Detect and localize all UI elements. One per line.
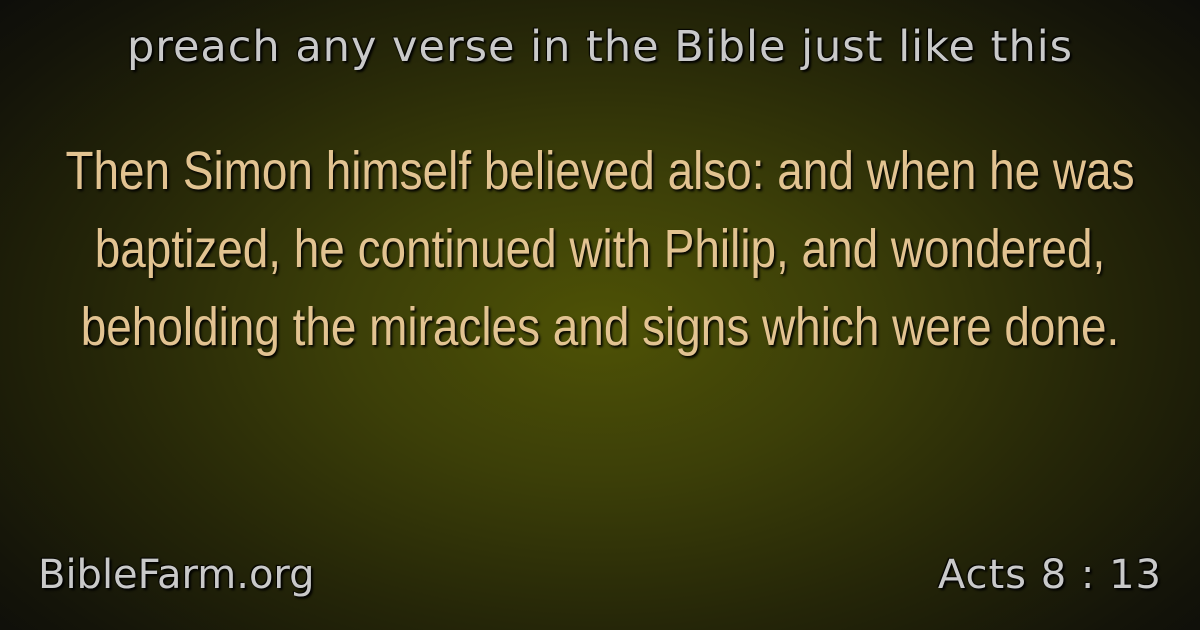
site-name: BibleFarm.org bbox=[38, 552, 315, 598]
tagline: preach any verse in the Bible just like this bbox=[126, 22, 1074, 72]
verse-text: Then Simon himself believed also: and when he was baptized, he continued with Philip, and wondered, beholding the miracles and signs which were done. bbox=[65, 141, 1135, 357]
verse-reference: Acts 8 : 13 bbox=[937, 552, 1162, 598]
